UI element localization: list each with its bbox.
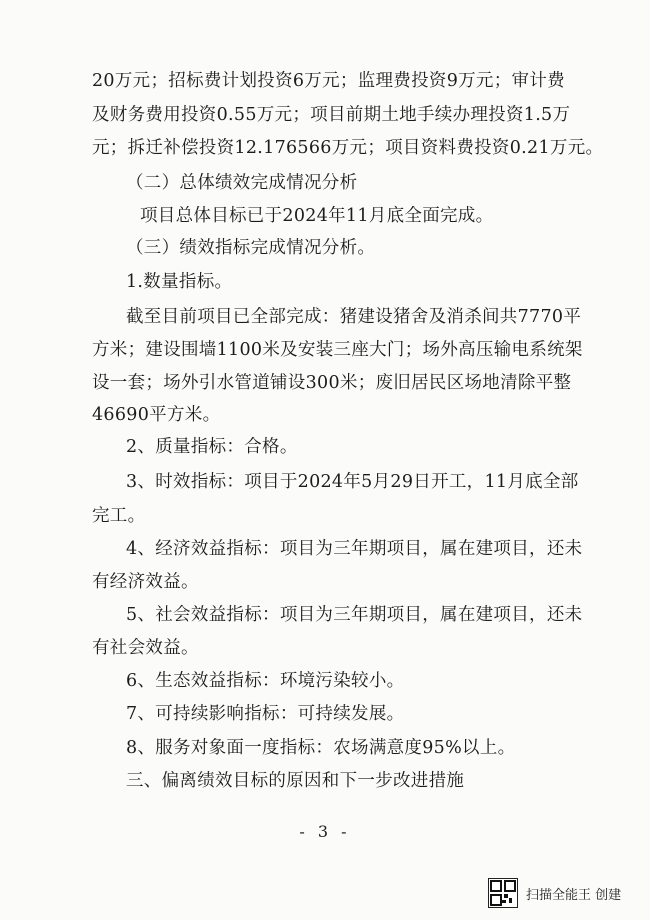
qr-code-icon [488,878,518,908]
text-line: 4、经济效益指标：项目为三年期项目，属在建项目，还未 [126,539,583,559]
text-line: 及财务费用投资0.55万元；项目前期土地手续办理投资1.5万 [92,105,571,125]
text-line: 完工。 [92,506,146,526]
text-line: 有社会效益。 [92,638,199,658]
page-number: - 3 - [299,822,351,841]
section-heading: （三）绩效指标完成情况分析。 [126,238,376,258]
text-line: 设一套；场外引水管道铺设300米；废旧居民区场地清除平整 [92,373,572,393]
text-line: 3、时效指标：项目于2024年5月29日开工，11月底全部 [126,472,579,492]
text-line: 方米；建设围墙1100米及安装三座大门；场外高压输电系统架 [92,340,583,360]
text-line: 46690平方米。 [92,405,221,425]
section-heading: 三、偏离绩效目标的原因和下一步改进措施 [126,771,465,791]
text-line: 项目总体目标已于2024年11月底全面完成。 [140,206,494,226]
text-line: 元；拆迁补偿投资12.176566万元；项目资料费投资0.21万元。 [92,138,604,158]
text-line: 2、质量指标：合格。 [126,437,298,457]
text-line: 7、可持续影响指标：可持续发展。 [126,704,405,724]
text-line: 8、服务对象面一度指标：农场满意度95%以上。 [126,738,516,758]
section-heading: （二）总体绩效完成情况分析 [126,173,358,193]
text-line: 5、社会效益指标：项目为三年期项目，属在建项目，还未 [126,605,583,625]
text-line: 6、生态效益指标：环境污染较小。 [126,671,405,691]
subheading: 1.数量指标。 [126,272,233,292]
watermark-text: 扫描全能王 创建 [526,887,622,903]
text-line: 截至目前项目已全部完成：猪建设猪舍及消杀间共7770平 [126,307,582,327]
text-line: 20万元；招标费计划投资6万元；监理费投资9万元；审计费 [92,71,565,91]
text-line: 有经济效益。 [92,572,199,592]
scanner-watermark [488,876,638,910]
